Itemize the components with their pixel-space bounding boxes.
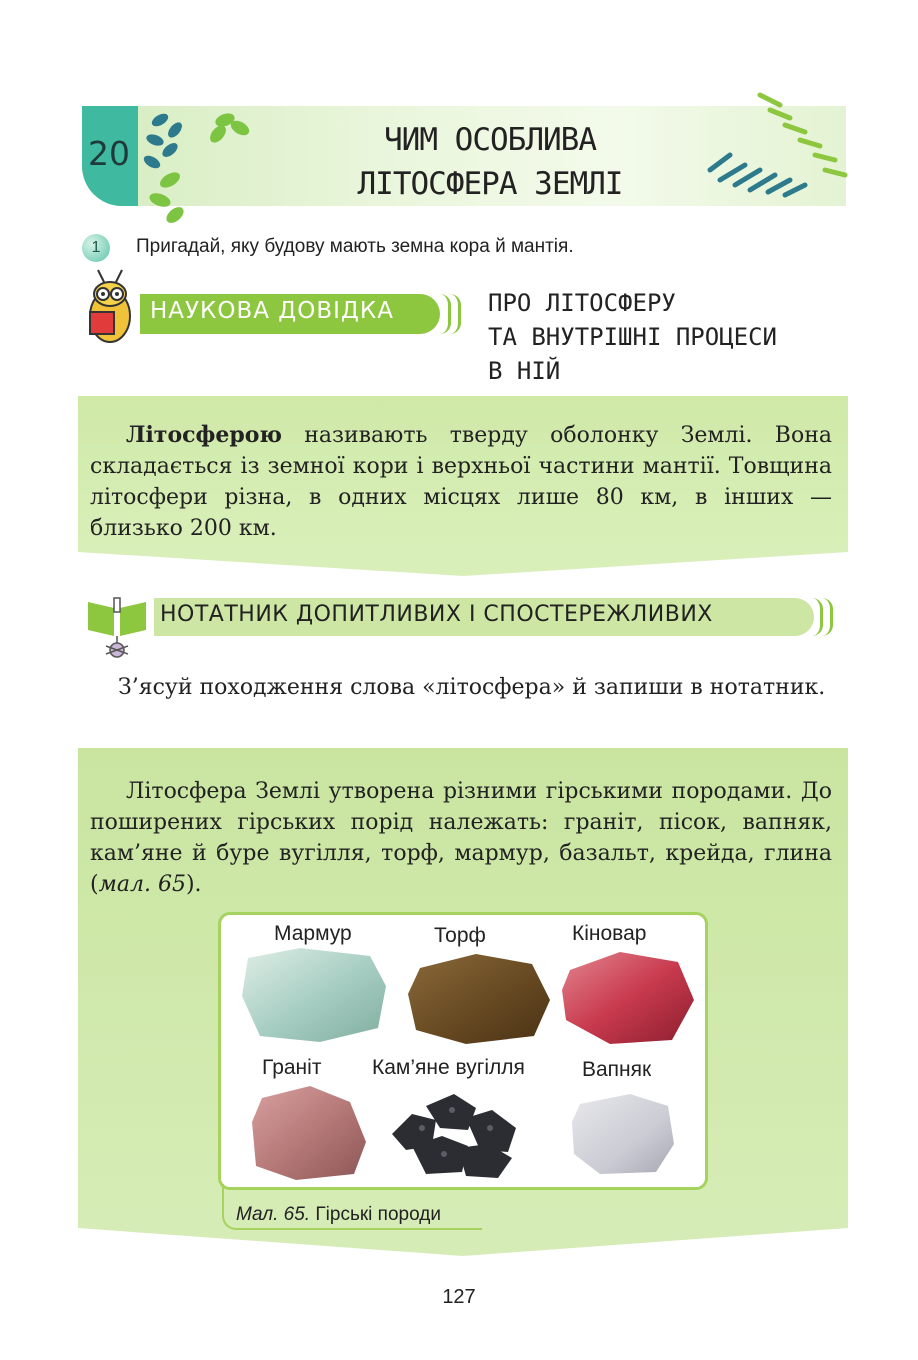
notebook-label: НОТАТНИК ДОПИТЛИВИХ І СПОСТЕРЕЖЛИВИХ: [160, 602, 713, 627]
definition-paragraph: [90, 420, 832, 544]
figure-reference: мал. 65: [98, 872, 186, 897]
fern-decoration-right-icon: [690, 80, 850, 210]
granite-rock-image: [250, 1082, 370, 1182]
leaf-decoration-left-icon: [130, 100, 270, 230]
rock-label-coal: Кам’яне вугілля: [372, 1056, 525, 1079]
definition-box-bottom: [78, 544, 848, 576]
limestone-rock-image: [570, 1092, 676, 1176]
topic-line-3: В НІЙ: [488, 357, 561, 385]
rock-label-granite: Граніт: [262, 1056, 322, 1079]
figure-caption: [236, 1204, 441, 1226]
page-number: 127: [442, 1286, 476, 1308]
banner-chevron-icon: [450, 294, 461, 334]
peat-rock-image: [406, 950, 552, 1046]
rock-label-peat: Торф: [434, 924, 486, 947]
marble-rock-image: [240, 946, 390, 1046]
topic-line-2: ТА ВНУТРІШНІ ПРОЦЕСИ: [488, 323, 777, 351]
lesson-number: 20: [88, 134, 130, 173]
open-book-spider-icon: [84, 592, 150, 662]
rocks-text-before: Літосфера Землі утворена різними гірськими породами. До поширених гірських порід належать: граніт, пісок, вапняк, кам’яне й буре вугілля, торф, мармур, базальт, крейда, глина (: [90, 779, 832, 897]
lesson-title: [330, 118, 650, 206]
bug-reading-book-icon: [78, 268, 142, 346]
rock-label-limestone: Вапняк: [582, 1058, 652, 1081]
science-reference-topic: [488, 286, 777, 388]
notebook-task-text: З’ясуй походження слова «літосфера» й запиши в нотатник.: [118, 675, 826, 700]
title-line-1: ЧИМ ОСОБЛИВА: [384, 122, 596, 158]
cinnabar-rock-image: [560, 950, 696, 1046]
rock-label-cinnabar: Кіновар: [572, 922, 647, 945]
rocks-text-after: ).: [185, 872, 202, 897]
definition-term: Літосферою: [126, 422, 282, 448]
question-number-badge: 1: [82, 234, 110, 262]
title-line-2: ЛІТОСФЕРА ЗЕМЛІ: [357, 166, 623, 202]
notebook-task: [82, 672, 838, 703]
rock-label-marble: Мармур: [274, 922, 352, 945]
topic-line-1: ПРО ЛІТОСФЕРУ: [488, 289, 676, 317]
rocks-paragraph: [90, 776, 832, 900]
banner-chevron-icon: [822, 598, 833, 636]
coal-rock-image: [382, 1084, 526, 1180]
question-text: Пригадай, яку будову мають земна кора й мантія.: [136, 236, 574, 257]
definition-text: називають тверду оболонку Землі. Вона складається із земної кори і верхньої частини мантії. Товщина літосфери різна, в одних місцях лише 80 км, в інших — близько 200 км.: [90, 423, 832, 541]
caption-text: Гірські породи: [310, 1204, 441, 1225]
caption-label: Мал. 65.: [236, 1204, 311, 1225]
science-reference-label: НАУКОВА ДОВІДКА: [150, 298, 394, 324]
